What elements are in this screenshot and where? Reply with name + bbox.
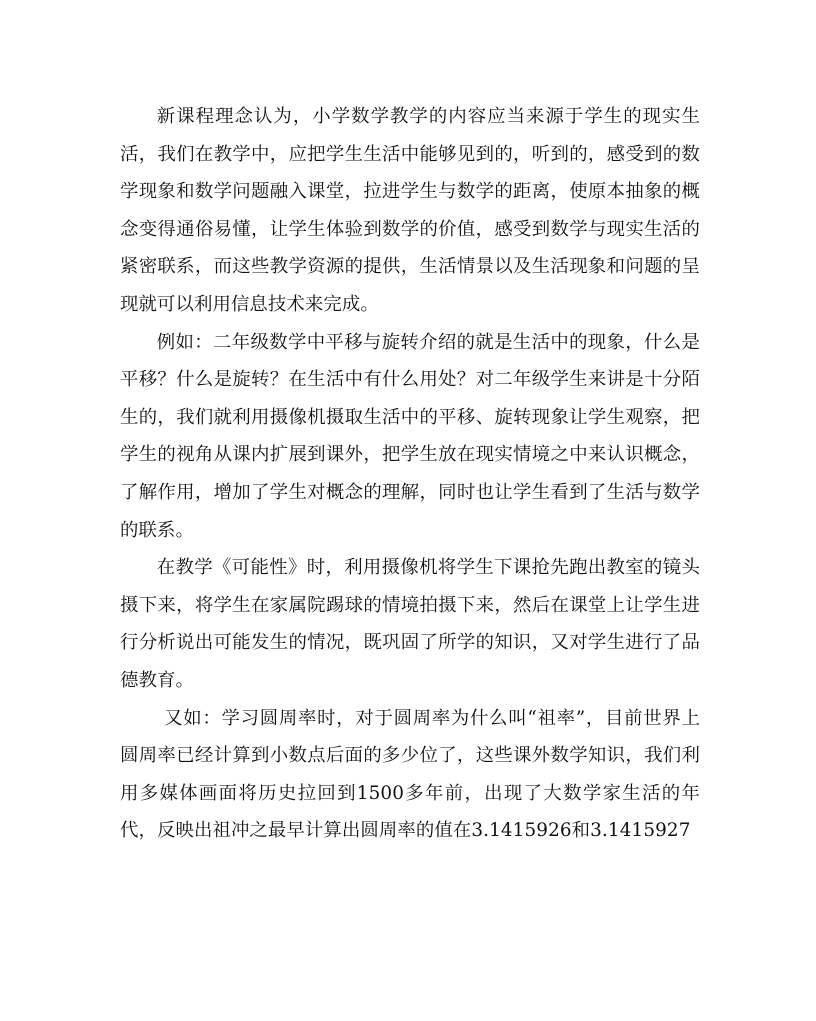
paragraph-curriculum-concept: 新课程理念认为，小学数学教学的内容应当来源于学生的现实生活，我们在教学中，应把学生生活中能够见到的，听到的，感受到的数学现象和数学问题融入课堂，拉进学生与数学的距离，使原本抽象的概念变得通俗易懂，让学生体验到数学的价值，感受到数学与现实生活的紧密联系，而这些教学资源的提供，生活情景以及生活现象和问题的呈现就可以利用信息技术来完成。 (120, 106, 700, 315)
document-body (120, 98, 700, 850)
paragraph-pi-lesson: 又如：学习圆周率时，对于圆周率为什么叫“祖率”，目前世界上圆周率已经计算到小数点后面的多少位了，这些课外数学知识，我们利用多媒体画面将历史拉回到1500多年前，出现了大数学家生活的年代，反映出祖冲之最早计算出圆周率的值在3.1415926和3.1415927 (120, 707, 700, 842)
paragraph-probability-lesson: 在教学《可能性》时，利用摄像机将学生下课抢先跑出教室的镜头摄下来，将学生在家属院踢球的情境拍摄下来，然后在课堂上让学生进行分析说出可能发生的情况，既巩固了所学的知识，又对学生进行了品德教育。 (120, 557, 700, 691)
paragraph-translation-rotation-example: 例如：二年级数学中平移与旋转介绍的就是生活中的现象，什么是平移？什么是旋转？在生活中有什么用处？对二年级学生来讲是十分陌生的，我们就利用摄像机摄取生活中的平移、旋转现象让学生观察，把学生的视角从课内扩展到课外，把学生放在现实情境之中来认识概念，了解作用，增加了学生对概念的理解，同时也让学生看到了生活与数学的联系。 (120, 331, 700, 541)
